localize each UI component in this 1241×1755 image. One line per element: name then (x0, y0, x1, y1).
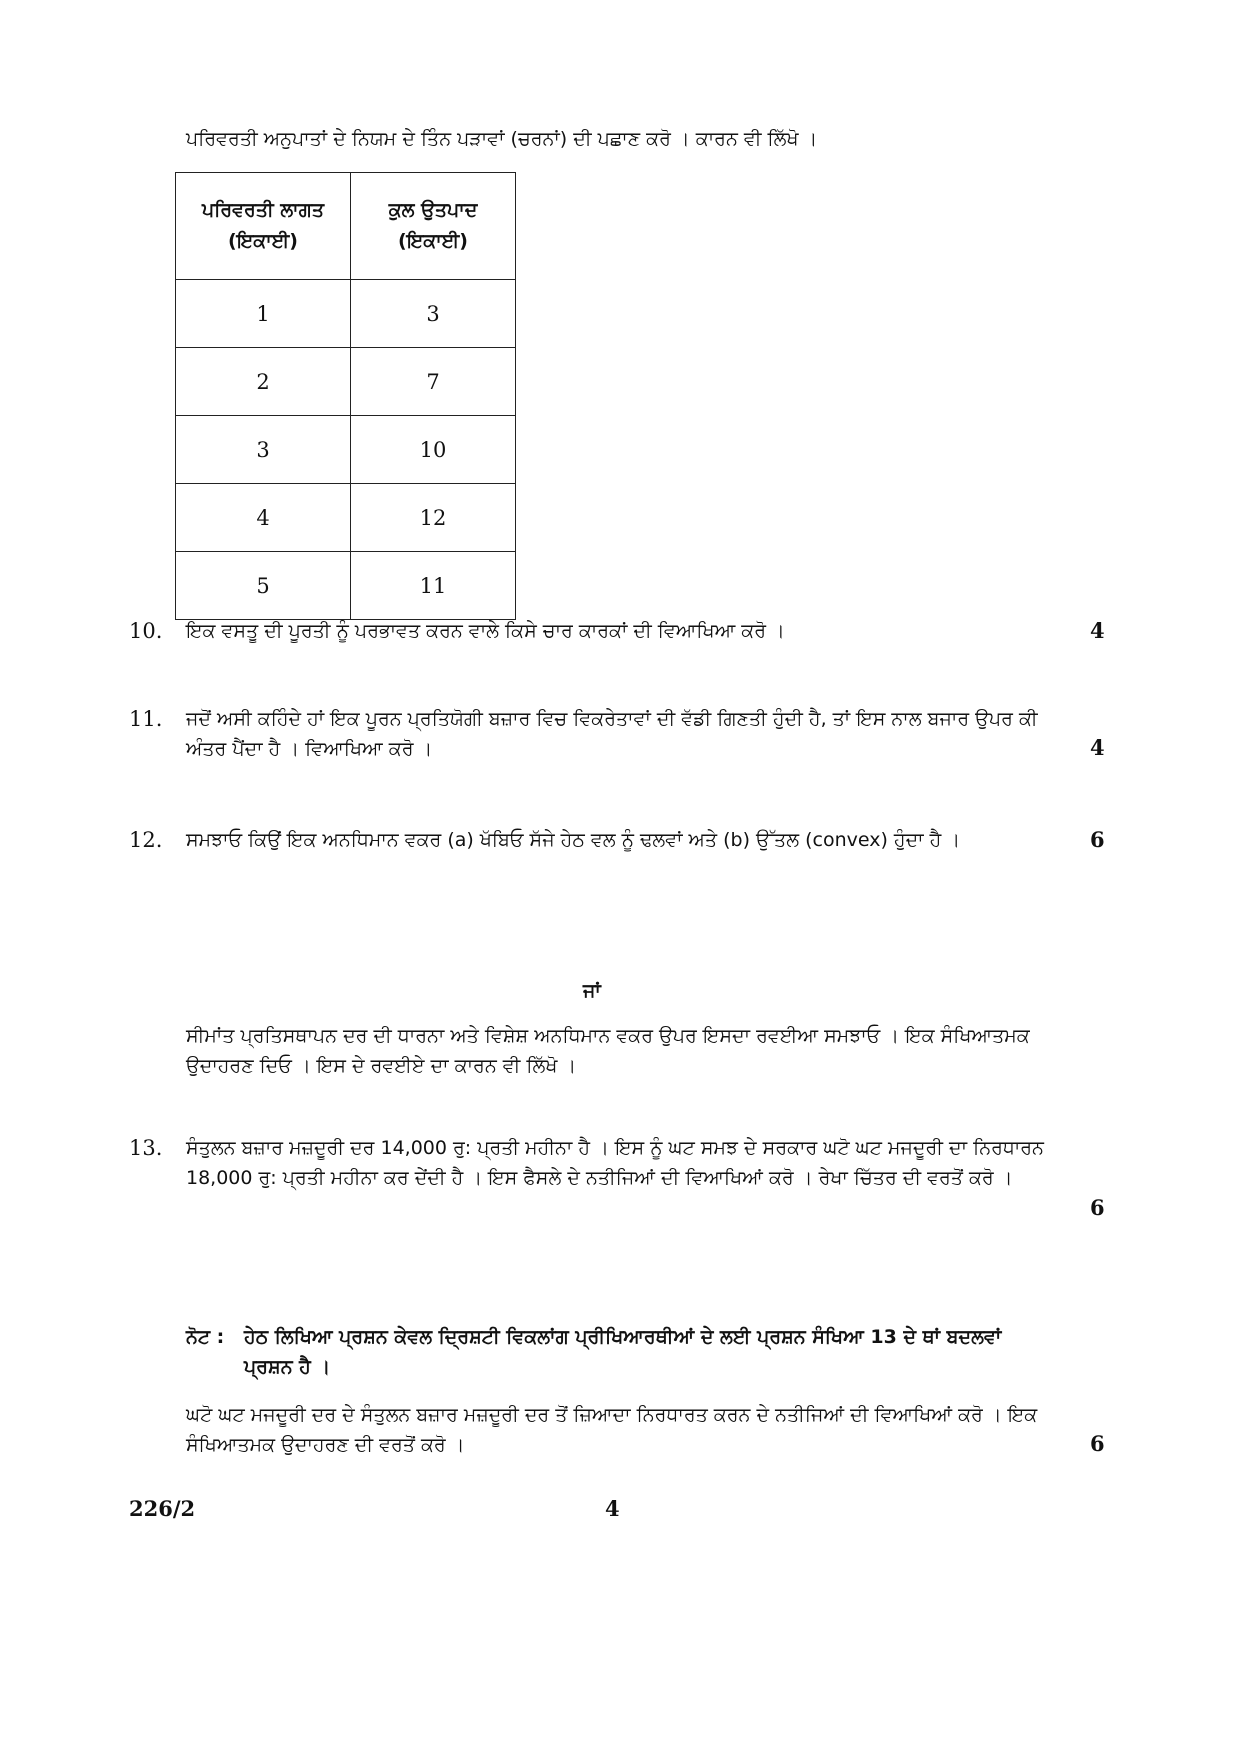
or-label: ਜਾਂ (583, 980, 601, 1002)
table-row (176, 484, 516, 552)
table-cell: 5 (176, 552, 351, 620)
table-row (176, 280, 516, 348)
question-number: 11. (129, 707, 163, 731)
question-text: ਜਦੋਂ ਅਸੀ ਕਹਿੰਦੇ ਹਾਂ ਇਕ ਪੂਰਨ ਪ੍ਰਤਿਯੋਗੀ ਬਜ਼ਾਰ ਵਿਚ ਵਿਕਰੇਤਾਵਾਂ ਦੀ ਵੱਡੀ ਗਿਣਤੀ ਹੁੰਦੀ ਹੈ, ਤਾਂ ਇਸ ਨਾਲ ਬਜਾਰ ਉਪਰ ਕੀ ਅੰਤਰ ਪੈਂਦਾ ਹੈ । ਵਿਆਖਿਆ ਕਰੋ । (186, 708, 1038, 760)
alternative-question-13-marks: 6 (1090, 1431, 1105, 1456)
table-row (176, 552, 516, 620)
table-cell: 10 (351, 416, 516, 484)
table-header-row (176, 173, 516, 280)
header-label: ਪਰਿਵਰਤੀ ਲਾਗਤ (ਇਕਾਈ) (202, 199, 324, 252)
question-text: ਸੰਤੁਲਨ ਬਜ਼ਾਰ ਮਜ਼ਦੂਰੀ ਦਰ 14,000 ਰੁ: ਪ੍ਰਤੀ ਮਹੀਨਾ ਹੈ । ਇਸ ਨੂੰ ਘਟ ਸਮਝ ਦੇ ਸਰਕਾਰ ਘਟੋ ਘਟ ਮਜਦੂਰੀ ਦਾ ਨਿਰਧਾਰਨ 18,000 ਰੁ: ਪ੍ਰਤੀ ਮਹੀਨਾ ਕਰ ਦੇਂਦੀ ਹੈ । ਇਸ ਫੈਸਲੇ ਦੇ ਨਤੀਜਿਆਂ ਦੀ ਵਿਆਖਿਆਂ ਕਰੋ । ਰੇਖਾ ਚਿੱਤਰ ਦੀ ਵਰਤੋਂ ਕਰੋ । (186, 1137, 1044, 1189)
table-cell: 12 (351, 484, 516, 552)
question-13-marks: 6 (1090, 1195, 1105, 1220)
page-number: 4 (605, 1496, 620, 1521)
question-number: 10. (129, 619, 163, 643)
header-label: ਕੁਲ ਉਤਪਾਦ (ਇਕਾਈ) (388, 199, 478, 252)
table-header-variable-input (176, 173, 351, 280)
table-cell: 2 (176, 348, 351, 416)
intro-question-text: ਪਰਿਵਰਤੀ ਅਨੁਪਾਤਾਂ ਦੇ ਨਿਯਮ ਦੇ ਤਿੰਨ ਪੜਾਵਾਂ (ਚਰਨਾਂ) ਦੀ ਪਛਾਣ ਕਰੋ । ਕਾਰਨ ਵੀ ਲਿੱਖੋ । (186, 128, 818, 150)
note-text: ਹੇਠ ਲਿਖਿਆ ਪ੍ਰਸ਼ਨ ਕੇਵਲ ਦ੍ਰਿਸ਼ਟੀ ਵਿਕਲਾਂਗ ਪ੍ਰੀਖਿਆਰਥੀਆਂ ਦੇ ਲਈ ਪ੍ਰਸ਼ਨ ਸੰਖਿਆ 13 ਦੇ ਥਾਂ ਬਦਲਵਾਂ ਪ੍ਰਸ਼ਨ ਹੈ । (244, 1326, 1002, 1378)
question-11-marks: 4 (1090, 735, 1105, 760)
question-number: 13. (129, 1136, 163, 1160)
question-number: 12. (129, 828, 163, 852)
table-cell: 4 (176, 484, 351, 552)
question-12-marks: 6 (1090, 827, 1105, 852)
paper-code: 226/2 (129, 1496, 196, 1521)
question-text: ਸਮਝਾਓ ਕਿਉਂ ਇਕ ਅਨਧਿਮਾਨ ਵਕਰ (a) ਖੱਬਿਓ ਸੱਜੇ ਹੇਠ ਵਲ ਨੂੰ ਢਲਵਾਂ ਅਤੇ (b) ਉੱਤਲ (convex) ਹੁੰਦਾ ਹੈ । (186, 829, 961, 851)
question-10-marks: 4 (1090, 618, 1105, 643)
table-cell: 3 (176, 416, 351, 484)
table-cell: 1 (176, 280, 351, 348)
table-header-total-product (351, 173, 516, 280)
alternative-question-12-text: ਸੀਮਾਂਤ ਪ੍ਰਤਿਸਥਾਪਨ ਦਰ ਦੀ ਧਾਰਨਾ ਅਤੇ ਵਿਸ਼ੇਸ਼ ਅਨਧਿਮਾਨ ਵਕਰ ਉਪਰ ਇਸਦਾ ਰਵਈਆ ਸਮਝਾਓ । ਇਕ ਸੰਖਿਆਤਮਕ ਉਦਾਹਰਣ ਦਿਓ । ਇਸ ਦੇ ਰਵਈਏ ਦਾ ਕਾਰਨ ਵੀ ਲਿੱਖੋ । (186, 1025, 1030, 1077)
alternative-question-13-text: ਘਟੋ ਘਟ ਮਜਦੂਰੀ ਦਰ ਦੇ ਸੰਤੁਲਨ ਬਜ਼ਾਰ ਮਜ਼ਦੂਰੀ ਦਰ ਤੋਂ ਜ਼ਿਆਦਾ ਨਿਰਧਾਰਤ ਕਰਨ ਦੇ ਨਤੀਜਿਆਂ ਦੀ ਵਿਆਖਿਆਂ ਕਰੋ । ਇਕ ਸੰਖਿਆਤਮਕ ਉਦਾਹਰਣ ਦੀ ਵਰਤੋਂ ਕਰੋ । (186, 1404, 1038, 1456)
input-output-table (175, 172, 516, 620)
table-cell: 3 (351, 280, 516, 348)
note-label: ਨੋਟ : (186, 1326, 225, 1348)
table-row (176, 416, 516, 484)
question-text: ਇਕ ਵਸਤੂ ਦੀ ਪੂਰਤੀ ਨੂੰ ਪਰਭਾਵਤ ਕਰਨ ਵਾਲੇ ਕਿਸੇ ਚਾਰ ਕਾਰਕਾਂ ਦੀ ਵਿਆਖਿਆ ਕਰੋ । (186, 620, 785, 642)
table-cell: 11 (351, 552, 516, 620)
table-cell: 7 (351, 348, 516, 416)
table-row (176, 348, 516, 416)
